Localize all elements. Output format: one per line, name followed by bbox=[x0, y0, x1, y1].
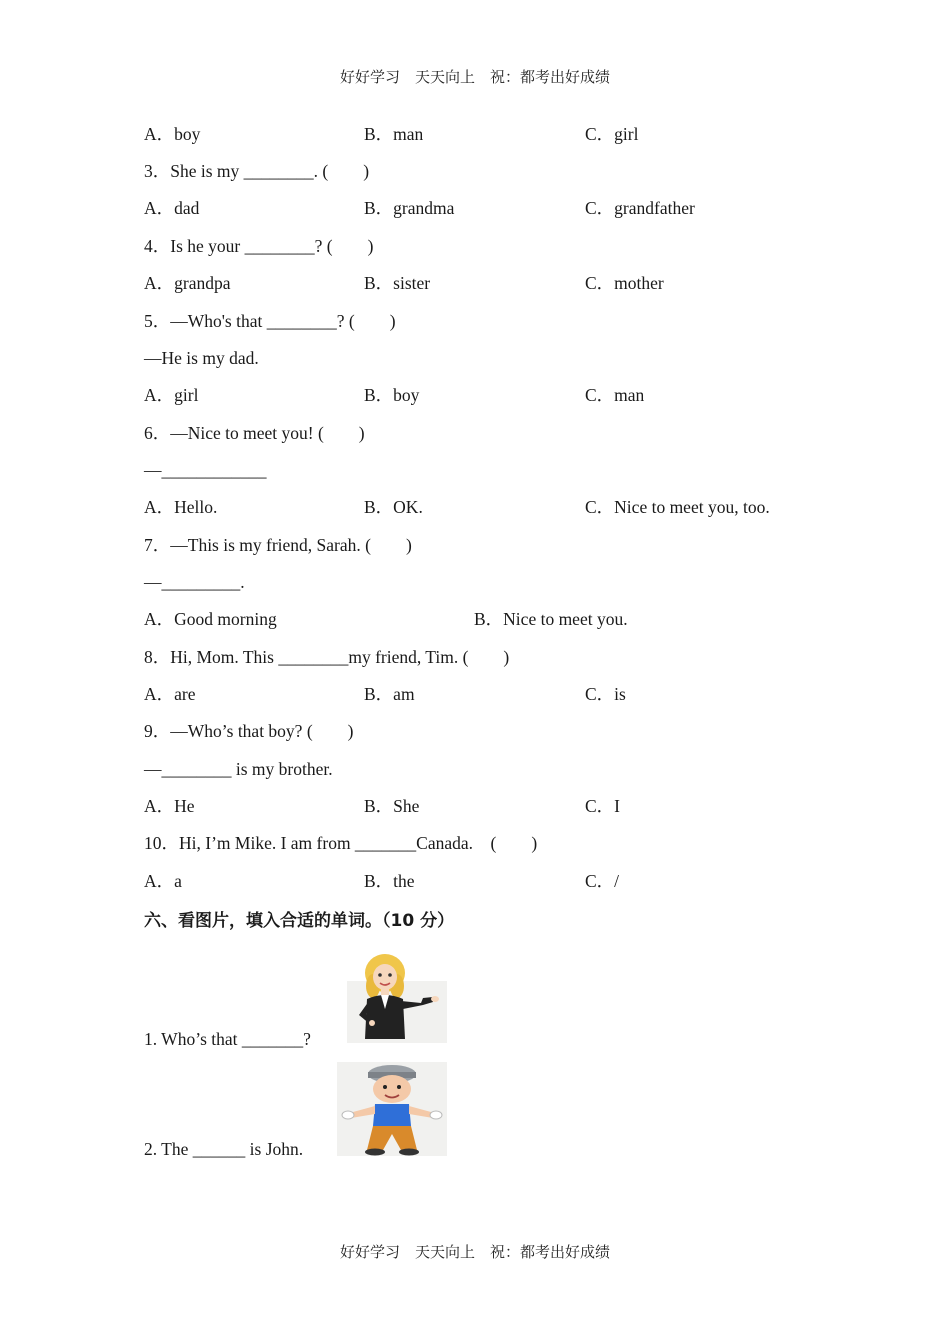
page-header: 好好学习 天天向上 祝：都考出好成绩 bbox=[339, 68, 610, 86]
answer-option: A．boy bbox=[144, 124, 201, 144]
question-line: 4．Is he your ________? ( ) bbox=[144, 236, 374, 256]
question-line: —He is my dad. bbox=[144, 348, 259, 368]
answer-option: B．man bbox=[364, 124, 424, 144]
section-6-title: 六、看图片，填入合适的单词。（10 分） bbox=[144, 911, 455, 931]
question-line: 9．—Who’s that boy? ( ) bbox=[144, 721, 354, 741]
question-line: 6．—Nice to meet you! ( ) bbox=[144, 423, 365, 443]
question-line: 3．She is my ________. ( ) bbox=[144, 161, 370, 181]
question-line: 8．Hi, Mom. This ________my friend, Tim. ( ) bbox=[144, 647, 510, 667]
woman-picture-icon bbox=[347, 953, 447, 1048]
question-line: 10．Hi, I’m Mike. I am from _______Canada. ( ) bbox=[144, 833, 538, 853]
question-line: —____________ bbox=[144, 460, 267, 480]
answer-option: C．/ bbox=[585, 871, 620, 891]
picture-question-2: 2. The ______ is John. bbox=[144, 1139, 304, 1159]
answer-option: C．mother bbox=[585, 273, 664, 293]
answer-option: A．grandpa bbox=[144, 273, 231, 293]
answer-option: B．grandma bbox=[364, 198, 455, 218]
answer-option: A．a bbox=[144, 871, 182, 891]
answer-option: B．OK. bbox=[364, 497, 423, 517]
answer-option: A．girl bbox=[144, 385, 199, 405]
answer-option: A．He bbox=[144, 796, 195, 816]
answer-option: C．I bbox=[585, 796, 620, 816]
answer-option: A．Good morning bbox=[144, 609, 277, 629]
question-line: 5．—Who's that ________? ( ) bbox=[144, 311, 396, 331]
answer-option: A．Hello. bbox=[144, 497, 218, 517]
answer-option: C．girl bbox=[585, 124, 639, 144]
question-line: —________ is my brother. bbox=[144, 759, 333, 779]
answer-option: B．Nice to meet you. bbox=[474, 609, 628, 629]
picture-question-1: 1. Who’s that _______? bbox=[144, 1029, 311, 1049]
page-footer: 好好学习 天天向上 祝：都考出好成绩 bbox=[339, 1243, 610, 1261]
answer-option: A．dad bbox=[144, 198, 200, 218]
question-line: —_________. bbox=[144, 572, 245, 592]
boy-picture-icon bbox=[337, 1062, 447, 1161]
answer-option: C．Nice to meet you, too. bbox=[585, 497, 770, 517]
answer-option: C．man bbox=[585, 385, 645, 405]
answer-option: B．sister bbox=[364, 273, 431, 293]
answer-option: A．are bbox=[144, 684, 196, 704]
answer-option: C．is bbox=[585, 684, 626, 704]
answer-option: B．am bbox=[364, 684, 415, 704]
answer-option: B．She bbox=[364, 796, 420, 816]
answer-option: B．boy bbox=[364, 385, 420, 405]
answer-option: C．grandfather bbox=[585, 198, 695, 218]
answer-option: B．the bbox=[364, 871, 415, 891]
question-line: 7．—This is my friend, Sarah. ( ) bbox=[144, 535, 412, 555]
